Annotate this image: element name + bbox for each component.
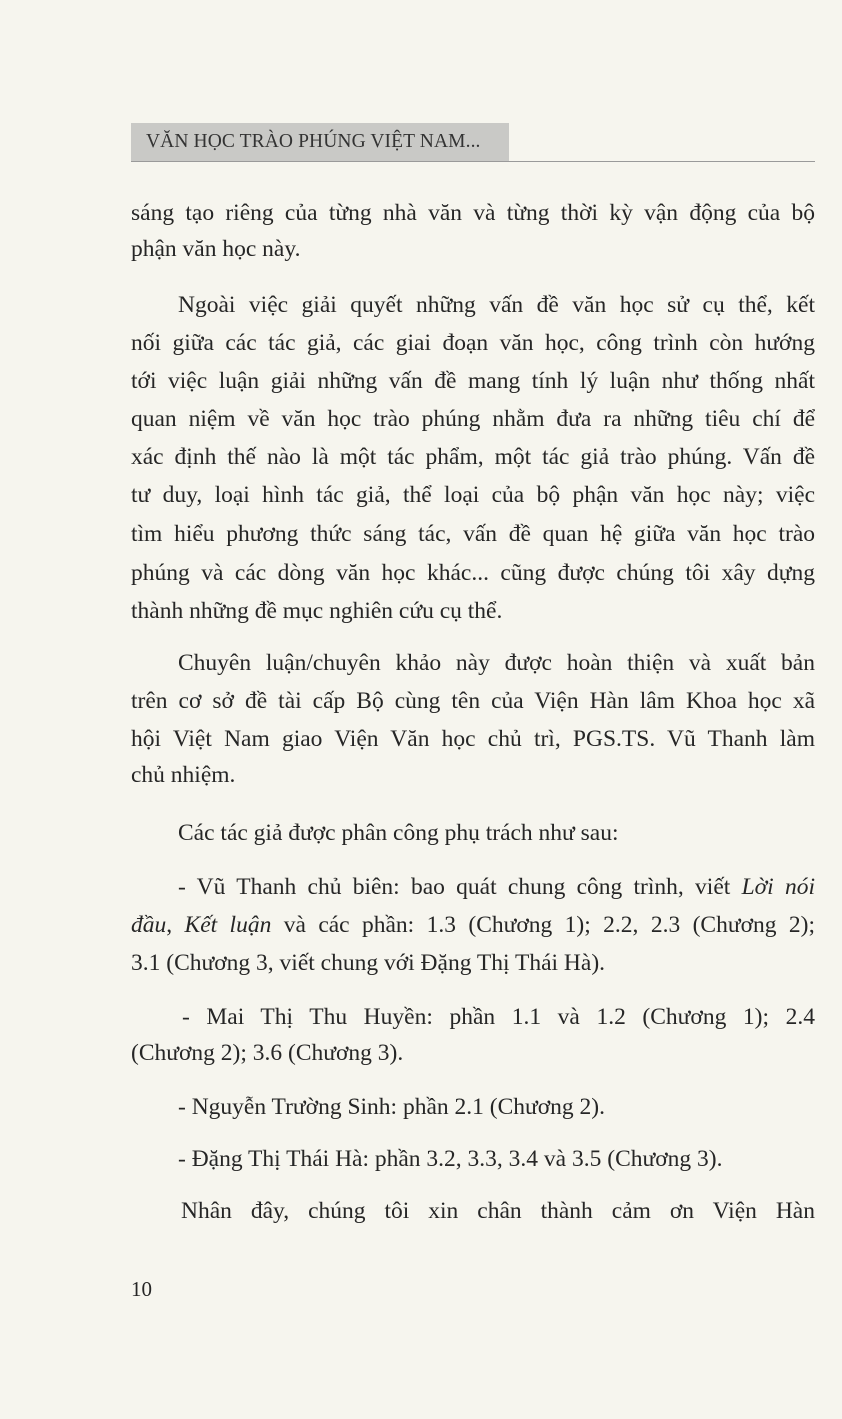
text-segment: (Chương 2); 3.6 (Chương 3). bbox=[131, 1040, 404, 1066]
text-line bbox=[131, 1039, 815, 1067]
italic-text: đầu bbox=[131, 912, 167, 938]
text-segment: Nhân đây, chúng tôi xin chân thành cảm ơn Viện Hàn bbox=[181, 1198, 815, 1224]
text-segment: , bbox=[166, 912, 185, 938]
text-line bbox=[182, 1003, 815, 1031]
text-line bbox=[131, 199, 815, 227]
text-segment: - Nguyễn Trường Sinh: phần 2.1 (Chương 2). bbox=[178, 1094, 605, 1120]
text-segment: Chuyên luận/chuyên khảo này được hoàn thiện và xuất bản bbox=[178, 650, 815, 676]
text-segment: tới việc luận giải những vấn đề mang tính lý luận như thống nhất bbox=[131, 368, 815, 394]
text-line bbox=[131, 443, 815, 471]
text-line bbox=[178, 1093, 815, 1121]
text-segment: xác định thế nào là một tác phẩm, một tác giả trào phúng. Vấn đề bbox=[131, 444, 815, 470]
text-line bbox=[178, 649, 815, 677]
text-line bbox=[131, 911, 815, 939]
text-segment: 3.1 (Chương 3, viết chung với Đặng Thị Thái Hà). bbox=[131, 950, 606, 976]
text-line bbox=[178, 819, 815, 847]
text-segment: chủ nhiệm. bbox=[131, 762, 236, 788]
text-line bbox=[131, 725, 815, 753]
text-segment: - Mai Thị Thu Huyền: phần 1.1 và 1.2 (Chương 1); 2.4 bbox=[182, 1004, 815, 1030]
italic-text: Kết luận bbox=[184, 912, 272, 938]
text-line bbox=[131, 559, 815, 587]
text-segment: tư duy, loại hình tác giả, thể loại của bộ phận văn học này; việc bbox=[131, 482, 815, 508]
text-line bbox=[131, 235, 815, 263]
text-line bbox=[178, 873, 815, 901]
text-segment: phận văn học này. bbox=[131, 236, 301, 262]
text-segment: hội Việt Nam giao Viện Văn học chủ trì, PGS.TS. Vũ Thanh làm bbox=[131, 726, 815, 752]
text-segment: Ngoài việc giải quyết những vấn đề văn học sử cụ thể, kết bbox=[178, 292, 815, 318]
text-segment: nối giữa các tác giả, các giai đoạn văn học, công trình còn hướng bbox=[131, 330, 815, 356]
text-segment: tìm hiểu phương thức sáng tác, vấn đề quan hệ giữa văn học trào bbox=[131, 521, 815, 547]
text-segment: - Vũ Thanh chủ biên: bao quát chung công trình, viết bbox=[178, 874, 742, 900]
text-line bbox=[178, 1145, 815, 1173]
text-line bbox=[131, 597, 815, 625]
text-segment: - Đặng Thị Thái Hà: phần 3.2, 3.3, 3.4 và 3.5 (Chương 3). bbox=[178, 1146, 723, 1172]
text-segment: phúng và các dòng văn học khác... cũng được chúng tôi xây dựng bbox=[131, 560, 815, 586]
text-line bbox=[181, 1197, 815, 1225]
header-rule bbox=[131, 161, 815, 162]
text-segment: trên cơ sở đề tài cấp Bộ cùng tên của Viện Hàn lâm Khoa học xã bbox=[131, 688, 815, 714]
text-line bbox=[131, 367, 815, 395]
text-line bbox=[131, 687, 815, 715]
text-line bbox=[131, 949, 815, 977]
text-line bbox=[131, 481, 815, 509]
text-line bbox=[178, 291, 815, 319]
text-line bbox=[131, 405, 815, 433]
text-segment: quan niệm về văn học trào phúng nhằm đưa ra những tiêu chí để bbox=[131, 406, 815, 432]
text-segment: thành những đề mục nghiên cứu cụ thể. bbox=[131, 598, 503, 624]
running-header-title: VĂN HỌC TRÀO PHÚNG VIỆT NAM... bbox=[146, 131, 481, 152]
text-segment: Các tác giả được phân công phụ trách như sau: bbox=[178, 820, 619, 846]
text-line bbox=[131, 761, 815, 789]
italic-text: Lời nói bbox=[741, 874, 815, 900]
page-number: 10 bbox=[131, 1277, 152, 1301]
text-line bbox=[131, 520, 815, 548]
text-segment: và các phần: 1.3 (Chương 1); 2.2, 2.3 (Chương 2); bbox=[271, 912, 815, 938]
text-segment: sáng tạo riêng của từng nhà văn và từng thời kỳ vận động của bộ bbox=[131, 200, 815, 226]
text-line bbox=[131, 329, 815, 357]
